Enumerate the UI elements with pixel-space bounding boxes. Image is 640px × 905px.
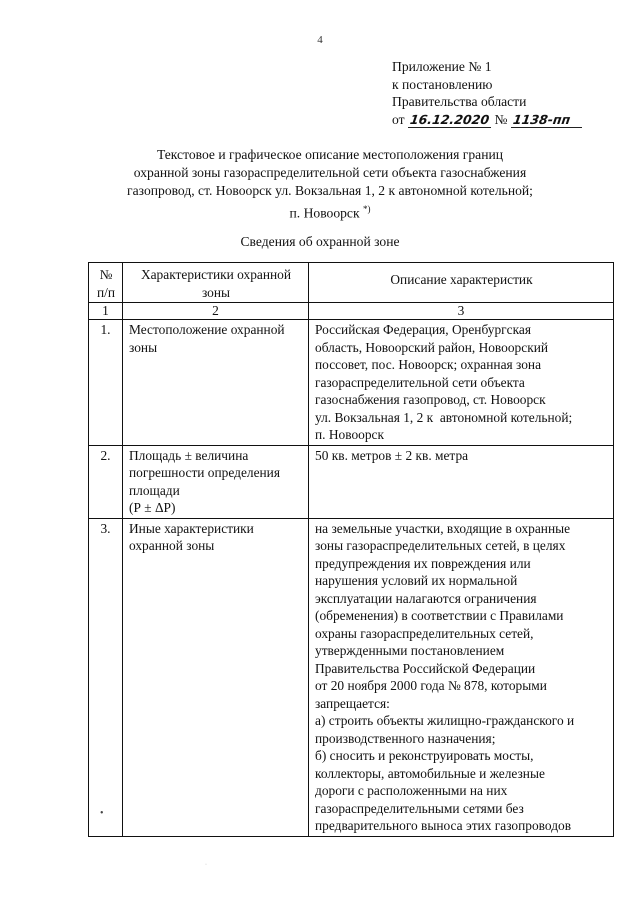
row-number: 2. <box>89 445 123 518</box>
description-line: предупреждения их повреждения или <box>315 555 531 571</box>
description-line: а) строить объекты жилищно-гражданского и <box>315 713 575 728</box>
description-line: охраны газораспределительных сетей, <box>315 625 534 641</box>
description-line: Российская Федерация, Оренбургская <box>315 322 531 337</box>
appendix-block <box>392 58 582 128</box>
row-number: 1. <box>89 320 123 446</box>
description-line: предварительного выноса этих газопроводов <box>315 818 572 833</box>
characteristic-line: площади <box>129 482 180 498</box>
appendix-from-label: от <box>392 111 405 127</box>
appendix-date-line <box>392 111 582 129</box>
section-subtitle: Сведения об охранной зоне <box>240 234 400 249</box>
row-characteristic <box>123 445 309 518</box>
page-number: 4 <box>317 34 323 46</box>
characteristic-line: (Р ± ΔР) <box>129 500 176 515</box>
index-cell-3: 3 <box>309 303 614 320</box>
appendix-number-label: № <box>494 111 508 127</box>
index-cell-1: 1 <box>89 303 123 320</box>
row-description <box>309 518 614 836</box>
description-line: Правительства Российской Федерации <box>315 660 536 676</box>
appendix-number-underline <box>511 113 582 128</box>
appendix-date: 16.12.2020 <box>408 111 491 127</box>
description-line: (обременения) в соответствии с Правилами <box>315 608 564 623</box>
appendix-date-underline <box>408 113 491 128</box>
title-line-4-text: п. Новоорск <box>289 205 360 221</box>
row-number: 3. <box>89 518 123 836</box>
row-description <box>309 320 614 446</box>
description-line: производственного назначения; <box>315 730 496 746</box>
description-line: газораспределительной сети объекта <box>315 374 525 390</box>
description-line: газоснабжения газопровод, ст. Новоорск <box>315 392 546 407</box>
table-row <box>89 320 614 446</box>
description-line: ул. Вокзальная 1, 2 к автономной котельной; <box>315 409 573 425</box>
description-line: газораспределительными сетями без <box>315 800 524 816</box>
description-line: запрещается: <box>315 695 390 711</box>
appendix-line-1: Приложение № 1 <box>392 59 492 74</box>
appendix-line-2: к постановлению <box>392 76 493 92</box>
table-header-row <box>89 263 614 303</box>
table-index-row <box>89 303 614 320</box>
description-line: утвержденными постановлением <box>315 643 505 658</box>
appendix-line-3: Правительства области <box>392 94 527 109</box>
table-row <box>89 518 614 836</box>
title-footnote-mark: *) <box>362 204 371 214</box>
description-line: от 20 ноября 2000 года № 878, которыми <box>315 678 547 693</box>
row-characteristic <box>123 518 309 836</box>
description-line: дороги с расположенными на них <box>315 783 508 798</box>
characteristic-line: Площадь ± величина <box>129 447 249 463</box>
row-characteristic: Местоположение охранной зоны <box>123 320 309 446</box>
scan-speck: · <box>205 862 207 868</box>
description-line: поссовет, пос. Новоорск; охранная зона <box>315 357 542 372</box>
index-cell-2: 2 <box>123 303 309 320</box>
table-row <box>89 445 614 518</box>
title-line-1: Текстовое и графическое описание местоположения границ <box>156 147 504 162</box>
description-line: на земельные участки, входящие в охранные <box>315 520 571 536</box>
scan-mark: • <box>100 808 104 819</box>
title-line-2: охранной зоны газораспределительной сети объекта газоснабжения <box>133 165 527 180</box>
header-characteristic: Характеристики охранной зоны <box>123 263 309 303</box>
document-title <box>100 146 560 223</box>
description-line: коллекторы, автомобильные и железные <box>315 765 545 781</box>
header-number: № п/п <box>89 263 123 303</box>
description-line: эксплуатации налагаются ограничения <box>315 590 537 606</box>
characteristic-line: охранной зоны <box>129 538 215 553</box>
header-description: Описание характеристик <box>309 263 614 303</box>
description-line: п. Новоорск <box>315 427 384 442</box>
row-description: 50 кв. метров ± 2 кв. метра <box>309 445 614 518</box>
title-line-3: газопровод, ст. Новоорск ул. Вокзальная 1, 2 к автономной котельной; <box>127 183 533 198</box>
appendix-number: 1138-пп <box>511 111 572 127</box>
description-line: б) сносить и реконструировать мосты, <box>315 748 534 763</box>
title-line-4 <box>100 200 560 223</box>
characteristic-line: погрешности определения <box>129 465 281 480</box>
description-line: область, Новоорский район, Новоорский <box>315 339 549 355</box>
protection-zone-table <box>88 262 614 837</box>
description-line: зоны газораспределительных сетей, в целях <box>315 538 566 553</box>
description-line: нарушения условий их нормальной <box>315 573 518 588</box>
characteristic-line: Иные характеристики <box>129 520 254 536</box>
